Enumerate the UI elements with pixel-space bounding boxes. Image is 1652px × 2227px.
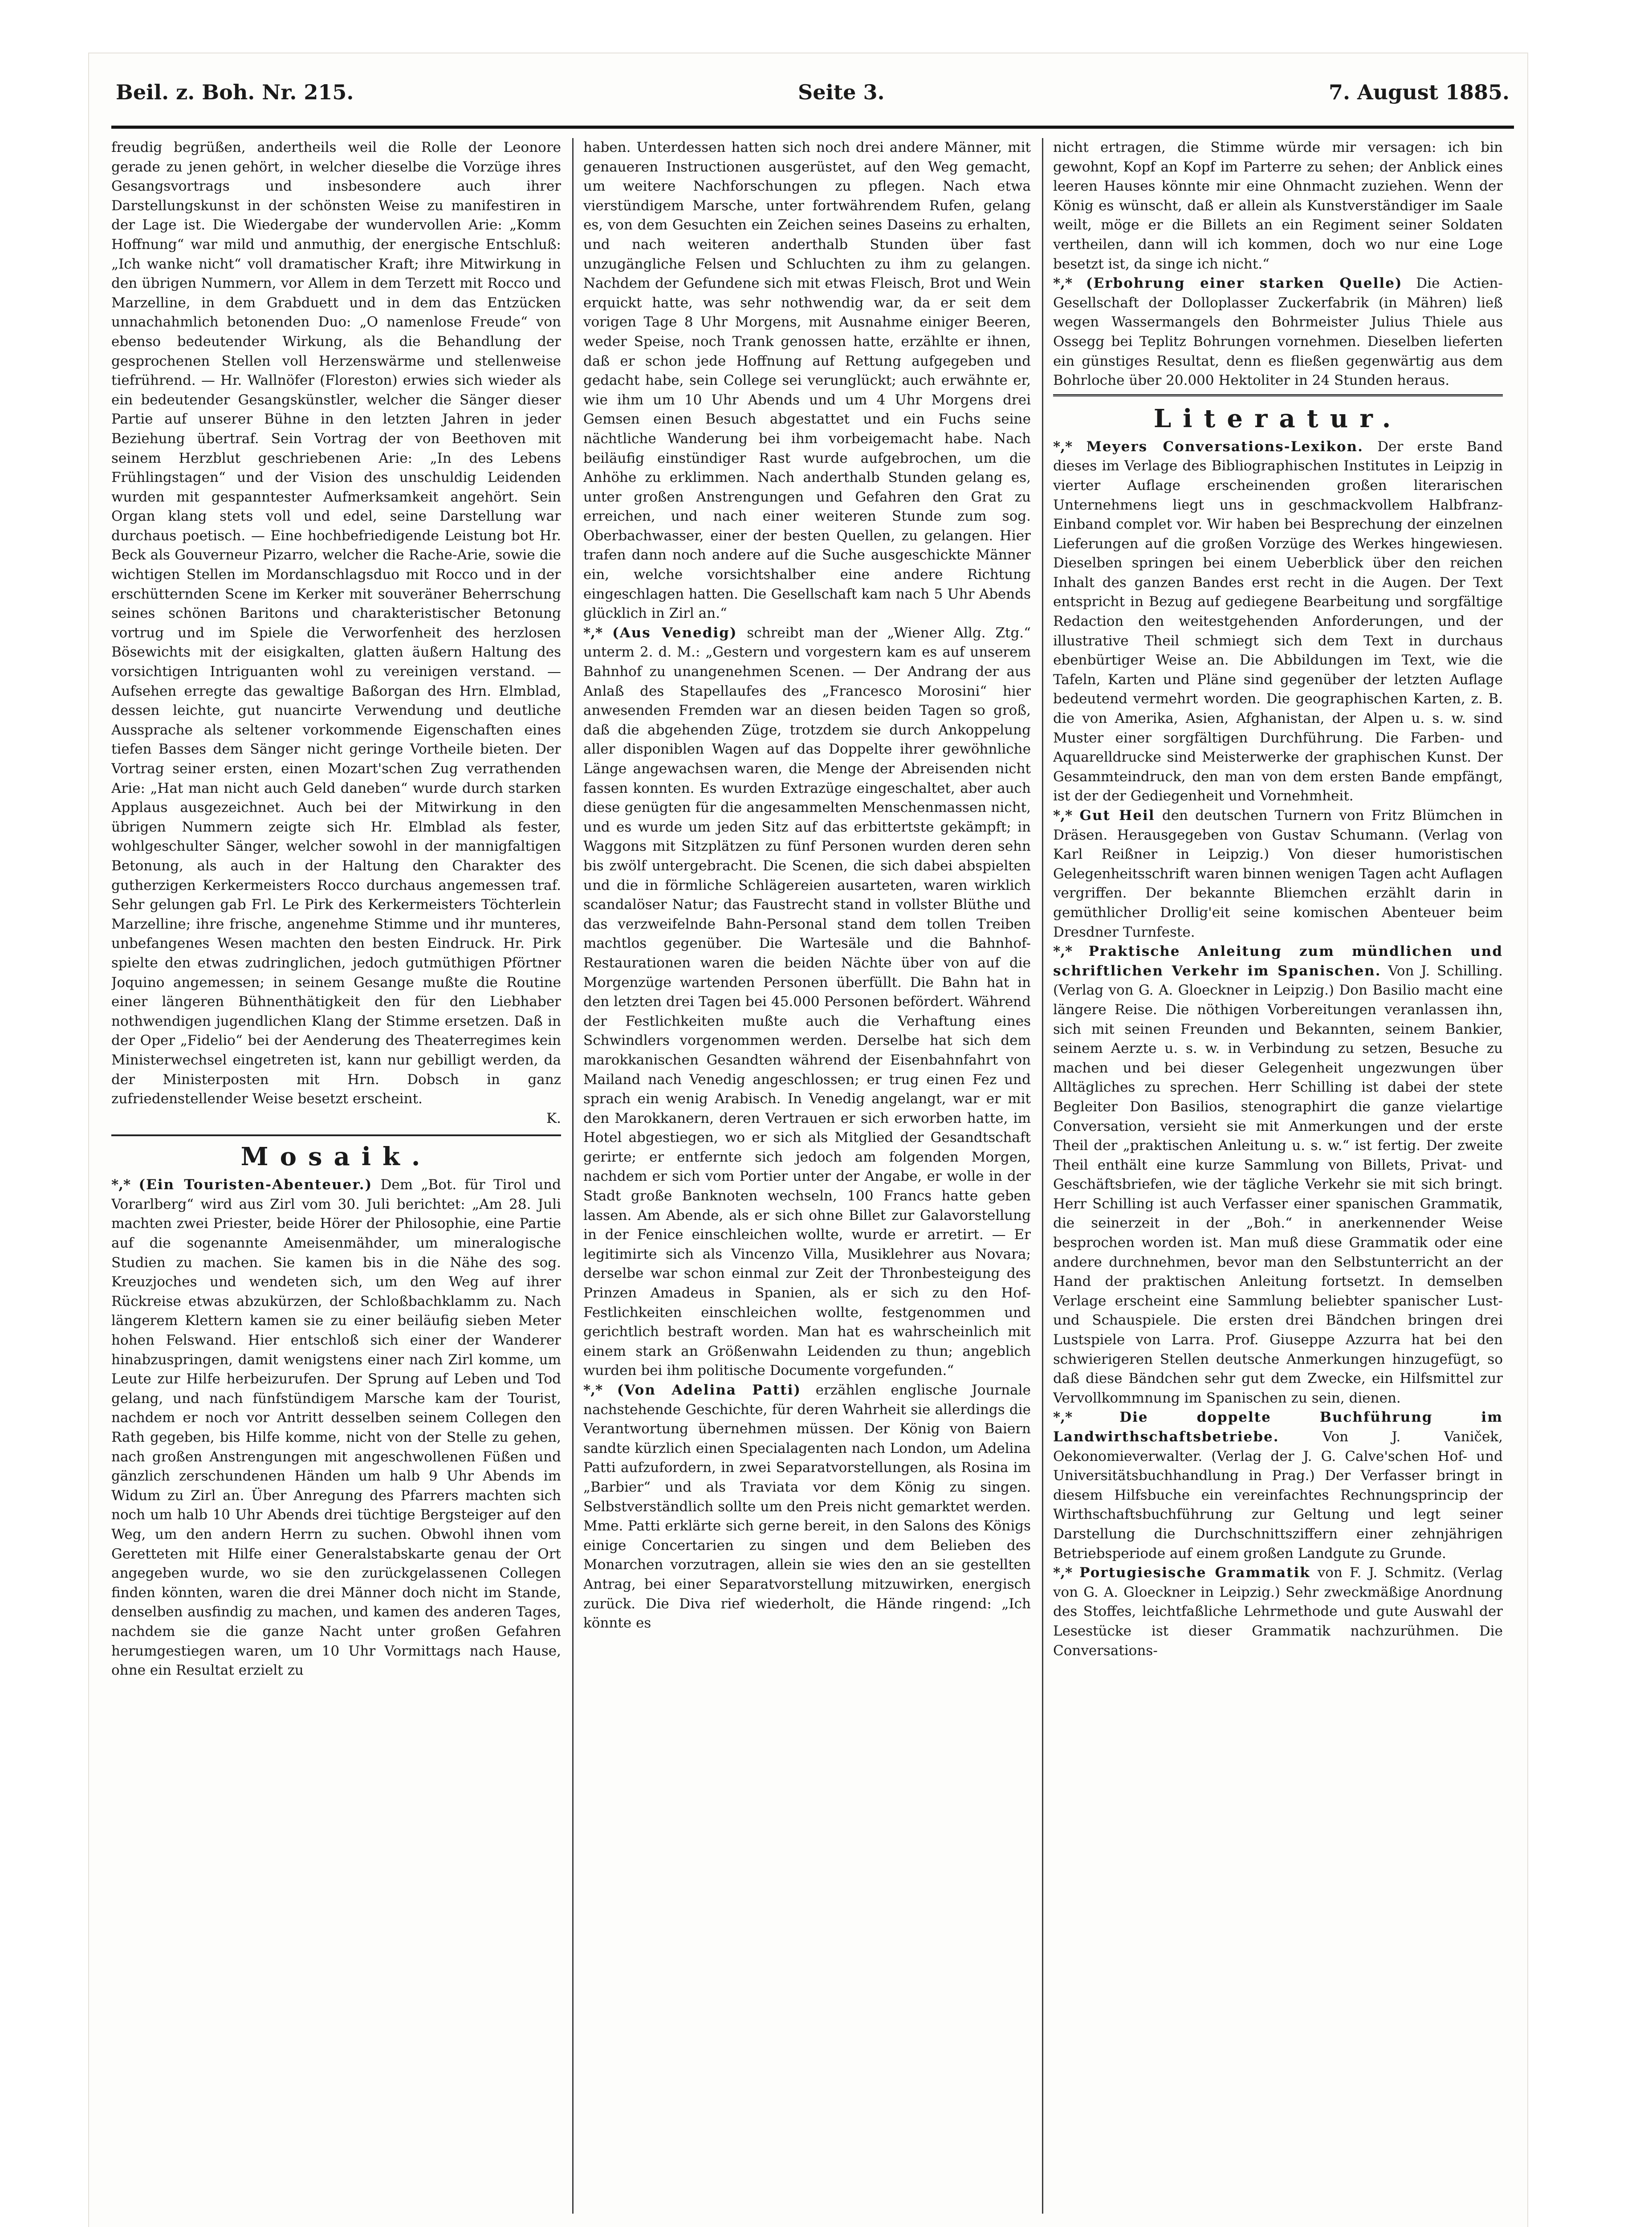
column-3 — [1053, 138, 1503, 2214]
article-body: erzählen englische Journale nachstehende Geschichte, für deren Wahrheit sie allerdings die Verantwortung übernehmen müssen. Der König von Baiern sandte kürzlich einen Specialagenten nach London, um Adelina Patti aufzufordern, in zwei Separatvorstellungen, als Rosina im „Barbier“ und als Traviata vor dem König zu singen. Selbstverständlich sollte um den Preis nicht gemarktet werden. Mme. Patti erklärte sich gerne bereit, in den Salons des Königs einige Concertarien zu singen und dem Belieben des Monarchen vorzutragen, allein sie wies den an sie gestellten Antrag, bei einer Separatvorstellung mitzuwirken, energisch zurück. Die Diva rief wiederholt, die Hände ringend: „Ich könnte es — [583, 1382, 1031, 1632]
tourist-adventure-continued: haben. Unterdessen hatten sich noch drei andere Männer, mit genaueren Instructionen ausgerüstet, auf den Weg gemacht, um weitere Nachforschungen zu pflegen. Nach etwa vierstündigem Marsche, unter fortwährendem Rufen, gelang es, von dem Gesuchten ein Zeichen seines Daseins zu erhalten, und nach weiteren anderthalb Stunden über fast unzugängliche Felsen und Schluchten zu ihm zu gelangen. Nachdem der Gefundene sich mit etwas Fleisch, Brot und Wein erquickt hatte, was sehr nothwendig war, da er seit dem vorigen Tage 8 Uhr Morgens, mit Ausnahme einiger Beeren, weder Speise, noch Trank genossen hatte, erzählte er ihnen, daß er schon jede Hoffnung auf Rettung aufgegeben und gedacht habe, sein College sei verunglückt; auch erwähnte er, wie ihm um 10 Uhr Abends und um 4 Uhr Morgens drei Gemsen einen Besuch abgestattet und ein Fuchs seine nächtliche Wanderung bei ihm vorbeigemacht habe. Nach beiläufig einstündiger Rast wurde aufgebrochen, um die Anhöhe zu erklimmen. Nach anderthalb Stunden gelang es, unter großen Anstrengungen und Gefahren den Grat zu erreichen, und nach einer weiteren Stunde zum sog. Oberbachwasser, einer der besten Quellen, zu gelangen. Hier trafen dann noch andere auf die Suche ausgeschickte Männer ein, welche vorsichtshalber eine andere Richtung eingeschlagen hatten. Die Gesellschaft kam nach 5 Uhr Abends glücklich in Zirl an.“ — [583, 139, 1031, 622]
article-asterism: *,* — [1053, 438, 1073, 455]
header-rule — [111, 126, 1514, 129]
article-body: Der erste Band dieses im Verlage des Bibliographischen Institutes in Leipzig in vierter Auflage erscheinenden großen literarischen Unternehmens liegt uns in geschmackvollem Halbfranz-Einband complet vor. Wir haben bei Besprechung der einzelnen Lieferungen auf die großen Vorzüge des Werkes hingewiesen. Dieselben springen bei einem Ueberblick über den reichen Inhalt des ganzen Bandes erst recht in die Augen. Der Text entspricht in Bezug auf gediegene Bearbeitung und sorgfältige Redaction den weitestgehenden Anforderungen, und der illustrative Theil schmiegt sich dem Text in durchaus ebenbürtiger Weise an. Die Abbildungen im Text, wie die Tafeln, Karten und Pläne sind gegenüber der letzten Auflage bedeutend vermehrt worden. Die geographischen Karten, z. B. die von Amerika, Asien, Afghanistan, der Alpen u. s. w. sind Muster einer sorgfältigen Durchführung. Die Farben- und Aquarelldrucke sind Meisterwerke der graphischen Kunst. Der Gesammteindruck, den man von dem ersten Bande empfängt, ist der der Gediegenheit und Vornehmheit. — [1053, 438, 1503, 804]
article-heading: Praktische Anleitung zum mündlichen und schriftlichen Verkehr im Spanischen. — [1053, 943, 1503, 979]
article-asterism: *,* — [1053, 1409, 1073, 1426]
article-heading: Meyers Conversations-Lexikon. — [1086, 438, 1363, 455]
article-asterism: *,* — [1053, 943, 1073, 960]
column-divider-2 — [1042, 138, 1043, 2214]
article-body: schreibt man der „Wiener Allg. Ztg.“ unterm 2. d. M.: „Gestern und vorgestern kam es auf unserem Bahnhof zu unangenehmen Scenen. — Der Andrang der aus Anlaß des Stapellaufes des „Francesco Morosini“ hier anwesenden Fremden war an diesen beiden Tagen so groß, daß die abgehenden Züge, trotzdem sie durch Ankoppelung aller disponiblen Wagen auf das Doppelte ihrer gewöhnliche Länge angewachsen waren, die Menge der Abreisenden nicht fassen konnten. Es wurden Extrazüge eingeschaltet, aber auch diese genügten für die angesammelten Menschenmassen nicht, und es wurde um jeden Sitz auf das erbittertste gekämpft; in Waggons mit Sitzplätzen zu fünf Personen wurden deren sehn bis zwölf untergebracht. Die Scenen, die sich dabei abspielten und die in förmliche Schlägereien ausarteten, waren wirklich scandalöser Natur; das Faustrecht stand in vollster Blüthe und das verzweifelnde Bahn-Personal stand dem tollen Treiben machtlos gegenüber. Die Wartesäle und die Bahnhof-Restaurationen waren die beiden Nächte über von auf die Morgenzüge wartenden Personen überfüllt. Die Bahn hat in den letzten drei Tagen bei 45.000 Personen befördert. Während der Festlichkeiten mußte auch die Verhaftung eines Schwindlers vorgenommen werden. Derselbe hat sich dem marokkanischen Gesandten während der Eisenbahnfahrt von Mailand nach Venedig angeschlossen; er trug einen Fez und sprach ein wenig Arabisch. In Venedig angelangt, war er mit den Marokkanern, deren Vertrauen er sich erworben hatte, im Hotel abgestiegen, wo er sich als Mitglied der Gesandtschaft gerirte; er entfernte sich jedoch am folgenden Morgen, nachdem er sich vom Portier unter der Angabe, er wolle in der Stadt große Banknoten wechseln, 100 Francs hatte geben lassen. Am Abende, als er sich ohne Billet zur Galavorstellung in der Fenice einschleichen wollte, wurde er arretirt. — Er legitimirte sich als Vincenzo Villa, Musiklehrer aus Novara; derselbe war schon einmal zur Zeit der Thronbesteigung des Prinzen Amadeus in Spanien, als er sich zu den Hof-Festlichkeiten einschleichen wollte, festgenommen und gerichtlich bestraft worden. Man hat es wahrscheinlich mit einem stark an Größenwahn Leidenden zu thun; angeblich wurden bei ihm politische Documente vorgefunden.“ — [583, 624, 1031, 1379]
section-rule — [1053, 394, 1503, 398]
section-heading-literatur: Literatur. — [1153, 404, 1403, 433]
article-heading: (Aus Venedig) — [612, 624, 737, 641]
header-date: 7. August 1885. — [1329, 80, 1510, 104]
article-asterism: *,* — [583, 1382, 603, 1398]
review-meyers-lexikon — [1053, 437, 1503, 806]
article-body: den deutschen Turnern von Fritz Blümchen in Dräsen. Herausgegeben von Gustav Schumann. (Verlag von Karl Reißner in Leipzig.) Von dieser humoristischen Gelegenheitsschrift waren binnen wenigen Tagen acht Auflagen vergriffen. Der bekannte Bliemchen erzählt darin in gemüthlicher Drollig'eit seine komischen Abenteuer beim Dresdner Turnfeste. — [1053, 808, 1503, 940]
article-heading: (Erbohrung einer starken Quelle) — [1086, 275, 1403, 292]
article-heading: Gut Heil — [1079, 808, 1155, 824]
article-asterism: *,* — [111, 1177, 131, 1193]
article-asterism: *,* — [1053, 1565, 1073, 1581]
header-supplement-number: Beil. z. Boh. Nr. 215. — [116, 80, 354, 104]
article-spring — [1053, 274, 1503, 391]
article-body: von F. J. Schmitz. (Verlag von G. A. Gloeckner in Leipzig.) Sehr zweckmäßige Anordnung des Stoffes, leichtfaßliche Lehrmethode und gute Auswahl der Lesestücke ist dieser Grammatik nachzurühmen. Die Conversations- — [1053, 1565, 1503, 1659]
article-asterism: *,* — [1053, 808, 1073, 824]
review-gut-heil — [1053, 806, 1503, 942]
article-heading: Die doppelte Buchführung im Landwirthschaftsbetriebe. — [1053, 1409, 1503, 1445]
patti-continued: nicht ertragen, die Stimme würde mir versagen: ich bin gewohnt, Kopf an Kopf im Parterre zu sehen; der Anblick eines leeren Hauses könnte mir eine Ohnmacht zuziehen. Wenn der König es wünscht, daß er allein als Kunstverständiger im Saale weilt, möge er die Billets an ein Regiment seiner Soldaten vertheilen, dann will ich kommen, doch wo nur eine Loge besetzt ist, da singe ich nicht.“ — [1053, 139, 1503, 272]
column-divider-1 — [572, 138, 574, 2214]
review-portuguese-grammar — [1053, 1563, 1503, 1660]
article-heading: (Von Adelina Patti) — [617, 1382, 802, 1398]
section-heading-mosaik: Mosaik. — [240, 1142, 432, 1172]
page-header — [116, 80, 1510, 120]
article-body: Von J. Schilling. (Verlag von G. A. Gloeckner in Leipzig.) Don Basilio macht eine längere Reise. Die nöthigen Vorbereitungen veranlassen ihn, sich mit seinen Freunden und Bekannten, seinem Bankier, seinem Aerzte u. s. w. in Verbindung zu setzen, Besuche zu machen und bei dieser Gelegenheit ungezwungen über Alltägliches zu sprechen. Herr Schilling ist dabei der stete Begleiter Don Basilios, stenographirt die ganze vielartige Conversation, versieht sie mit Anmerkungen und der erste Theil der „praktischen Anleitung u. s. w.“ ist fertig. Der zweite Theil enthält eine kurze Sammlung von Billets, Privat- und Geschäftsbriefen, wie der tägliche Verkehr sie mit sich bringt. Herr Schilling ist auch Verfasser einer spanischen Grammatik, die seinerzeit in der „Boh.“ in anerkennender Weise besprochen worden ist. Man muß diese Grammatik oder eine andere durchnehmen, bevor man den Selbstunterricht an der Hand der praktischen Anleitung fortsetzt. In demselben Verlage erscheint eine Sammlung beliebter spanischer Lust- und Schauspiele. Die ersten drei Bändchen bringen drei Lustspiele von Larra. Prof. Giuseppe Azzurra hat bei den schwierigeren Stellen deutsche Anmerkungen hinzugefügt, so daß diese Bändchen sehr gut dem Zwecke, ein Hilfsmittel zur Vervollkommnung im Spanischen zu sein, dienen. — [1053, 963, 1503, 1406]
fidelio-review-text: freudig begrüßen, andertheils weil die Rolle der Leonore gerade zu jenen gehört, in welcher dieselbe die Vorzüge ihres Gesangsvortrags und insbesondere auch ihrer Darstellungskunst in der schönsten Weise zu manifestiren in der Lage ist. Die Wiedergabe der wundervollen Arie: „Komm Hoffnung“ war mild und anmuthig, der energische Entschluß: „Ich wanke nicht“ voll dramatischer Kraft; ihre Mitwirkung in den übrigen Nummern, vor Allem in dem Terzett mit Rocco und Marzelline, in dem Grabduett und in dem das Entzücken unnachahmlich betonenden Duo: „O namenlose Freude“ von ebenso bedeutender Wirkung, als die Behandlung der gesprochenen Stellen voll Herzenswärme und stellenweise tiefrührend. — Hr. Wallnöfer (Floreston) erwies sich wieder als ein bedeutender Gesangskünstler, welcher die Sänger dieser Partie auf unserer Bühne in den letzten Jahren in jeder Beziehung übertraf. Sein Vortrag der von Beethoven mit seinem Herzblut geschriebenen Arie: „In des Lebens Frühlingstagen“ und der Vision des unschuldig Leidenden wurden mit gespanntester Aufmerksamkeit angehört. Sein Organ klang stets voll und edel, seine Darstellung war durchaus poetisch. — Eine hochbefriedigende Leistung bot Hr. Beck als Gouverneur Pizarro, welcher die Rache-Arie, sowie die wichtigen Stellen im Mordanschlagsduo mit Rocco und in der erschütternden Scene im Kerker mit souveräner Beherrschung seines schönen Baritons und charakteristischer Betonung vortrug und im Spiele die Verworfenheit des herzlosen Bösewichts mit der eisigkalten, glatten äußern Haltung des vorsichtigen Intriguanten wohl zu vereinigen verstand. — Aufsehen erregte das gewaltige Baßorgan des Hrn. Elmblad, dessen leichte, gut nuancirte Verwendung und deutliche Aussprache als seltener vorkommende Eigenschaften eines tiefen Basses dem Sänger nicht geringe Vortheile bieten. Der Vortrag seiner ersten, einen Mozart'schen Zug verrathenden Arie: „Hat man nicht auch Geld daneben“ wurde durch starken Applaus ausgezeichnet. Auch bei der Mitwirkung in den übrigen Nummern zeigte sich Hr. Elmblad als fester, wohlgeschulter Sänger, welcher sowohl in der mannigfaltigen Betonung, als auch in der Haltung den Charakter des gutherzigen Kerkermeisters Rocco durchaus angemessen traf. Sehr gelungen gab Frl. Le Pirk des Kerkermeisters Töchterlein Marzelline; ihre frische, angenehme Stimme und ihr munteres, unbefangenes Wesen machten den besten Eindruck. Hr. Pirk spielte den etwas zudringlichen, jedoch gutmüthigen Pförtner Joquino angemessen; in seinem Gesange mußte die Routine einer längeren Bühnenthätigkeit den für den Liebhaber nothwendigen jugendlichen Klang der Stimme ersetzen. Daß in der Oper „Fidelio“ bei der Aenderung des Theaterregimes kein Ministerwechsel eingetreten ist, kann nur gebilligt werden, da der Ministerposten mit Hrn. Dobsch in ganz zufriedenstellender Weise besetzt erscheint. — [111, 139, 561, 1107]
article-body: Die Actien-Gesellschaft der Dolloplasser Zuckerfabrik (in Mähren) ließ wegen Wassermangels den Bohrmeister Julius Thiele aus Ossegg bei Teplitz Bohrungen vornehmen. Dieselben lieferten ein günstiges Resultat, denn es fließen gegenwärtig aus dem Bohrloche über 20.000 Hektoliter in 24 Stunden heraus. — [1053, 275, 1503, 389]
review-spanish-guide — [1053, 942, 1503, 1408]
review-bookkeeping — [1053, 1408, 1503, 1563]
column-2 — [583, 138, 1031, 2214]
article-body: Von J. Vaniček, Oekonomieverwalter. (Verlag der J. G. Calve'schen Hof- und Universitätsbuchhandlung in Prag.) Der Verfasser bringt in diesem Hilfsbuche ein vereinfachtes Rechnungsprincip der Wirthschaftsbuchführung zur Geltung und legt seiner Darstellung die Durchschnittsziffern einer zehnjährigen Betriebsperiode auf einem großen Landgute zu Grunde. — [1053, 1429, 1503, 1562]
article-heading: (Ein Touristen-Abenteuer.) — [138, 1177, 373, 1193]
column-1 — [111, 138, 561, 2151]
article-asterism: *,* — [1053, 275, 1073, 292]
section-rule — [111, 1134, 561, 1136]
newspaper-page — [89, 53, 1527, 2227]
article-body: Dem „Bot. für Tirol und Vorarlberg“ wird aus Zirl vom 30. Juli berichtet: „Am 28. Juli machten zwei Priester, beide Hörer der Philosophie, eine Partie auf die sogenannte Ameisenmähder, um mineralogische Studien zu machen. Sie kamen bis in die Nähe des sog. Kreuzjoches und wendeten sich, um den Weg auf ihrer Rückreise etwas abzukürzen, der Schloßbachklamm zu. Nach längerem Klettern kamen sie zu einer beiläufig sieben Meter hohen Felswand. Hier entschloß sich einer der Wanderer hinabzuspringen, damit wenigstens einer nach Zirl komme, um Leute zur Hilfe herbeizurufen. Der Sprung auf Leben und Tod gelang, und nach fünfstündigem Marsche kam der Tourist, nachdem er noch vor Antritt desselben seinem Collegen den Rath gegeben, bis Hilfe komme, nicht von der Stelle zu gehen, nach großen Anstrengungen mit angeschwollenen Füßen und gänzlich zerschundenen Händen um halb 9 Uhr Abends im Widum zu Zirl an. Über Anregung des Pfarrers machten sich noch um halb 10 Uhr Abends drei tüchtige Bergsteiger auf den Weg, um den andern Herrn zu suchen. Obwohl ihnen vom Geretteten mit Hilfe einer Generalstabskarte genau der Ort angegeben wurde, wo sie den zurückgelassenen Collegen finden könnten, waren die drei Männer doch nicht im Stande, denselben ausfindig zu machen, und kamen des anderen Tages, nachdem sie die ganze Nacht unter großen Gefahren herumgestiegen waren, um 10 Uhr Vormittags nach Hause, ohne ein Resultat erzielt zu — [111, 1177, 561, 1679]
article-adelina-patti — [583, 1381, 1031, 1633]
review-signature: K. — [546, 1110, 561, 1126]
article-venice — [583, 624, 1031, 1381]
header-page-number: Seite 3. — [798, 80, 885, 104]
article-tourist-adventure — [111, 1175, 561, 1680]
article-asterism: *,* — [583, 624, 603, 641]
article-heading: Portugiesische Grammatik — [1079, 1565, 1310, 1581]
